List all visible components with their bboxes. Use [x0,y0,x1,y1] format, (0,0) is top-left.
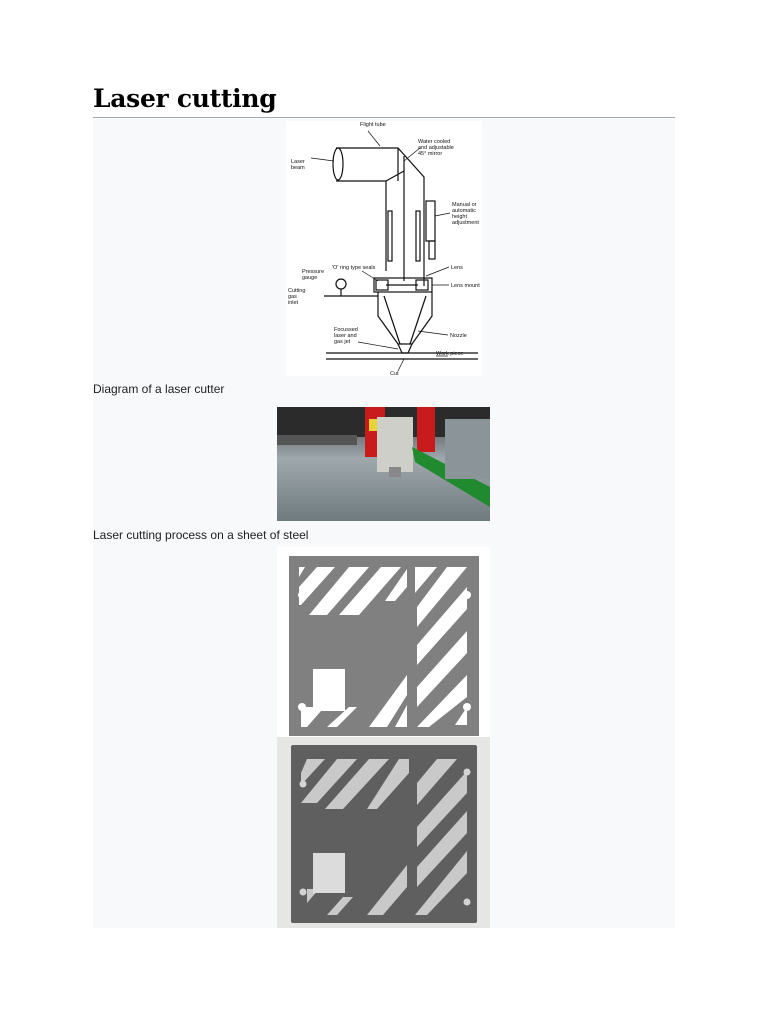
label-nozzle: Nozzle [450,333,467,339]
label-laser: Laser [291,159,305,165]
label-focussed: Focussed [334,327,358,333]
label-manual: Manual or [452,202,477,208]
label-mirror: 45° mirror [418,151,443,157]
label-height: height [452,214,467,220]
label-cutting: Cutting [288,288,306,294]
label-cut: Cut [390,371,399,376]
cut-plate-images [277,547,490,928]
label-lens: Lens [451,265,463,271]
label-flight-tube: Flight tube [360,122,386,128]
label-work-piece: Work piece [436,351,464,357]
label-adjustment: adjustment [452,220,479,226]
label-laser-and: laser and [334,333,357,339]
label-pressure: Pressure [302,269,325,275]
figure-caption: Laser cutting process on a sheet of steel [93,528,309,542]
label-gas-jet: gas jet [334,339,351,345]
label-gas: gas [288,294,297,300]
label-water-cooled: Water cooled [418,139,451,145]
label-inlet: inlet [288,300,299,306]
label-lens-mount: Lens mount [451,283,480,289]
label-beam: beam [291,165,305,171]
figure-caption: Diagram of a laser cutter [93,382,225,396]
label-o-ring: 'O' ring type seals [332,265,376,271]
label-automatic: automatic [452,208,476,214]
label-gauge: gauge [302,275,318,281]
laser-cutting-photo [277,407,490,521]
laser-cutter-diagram [286,121,482,376]
label-adjustable: and adjustable [418,145,454,151]
page-title: Laser cutting [93,84,277,113]
